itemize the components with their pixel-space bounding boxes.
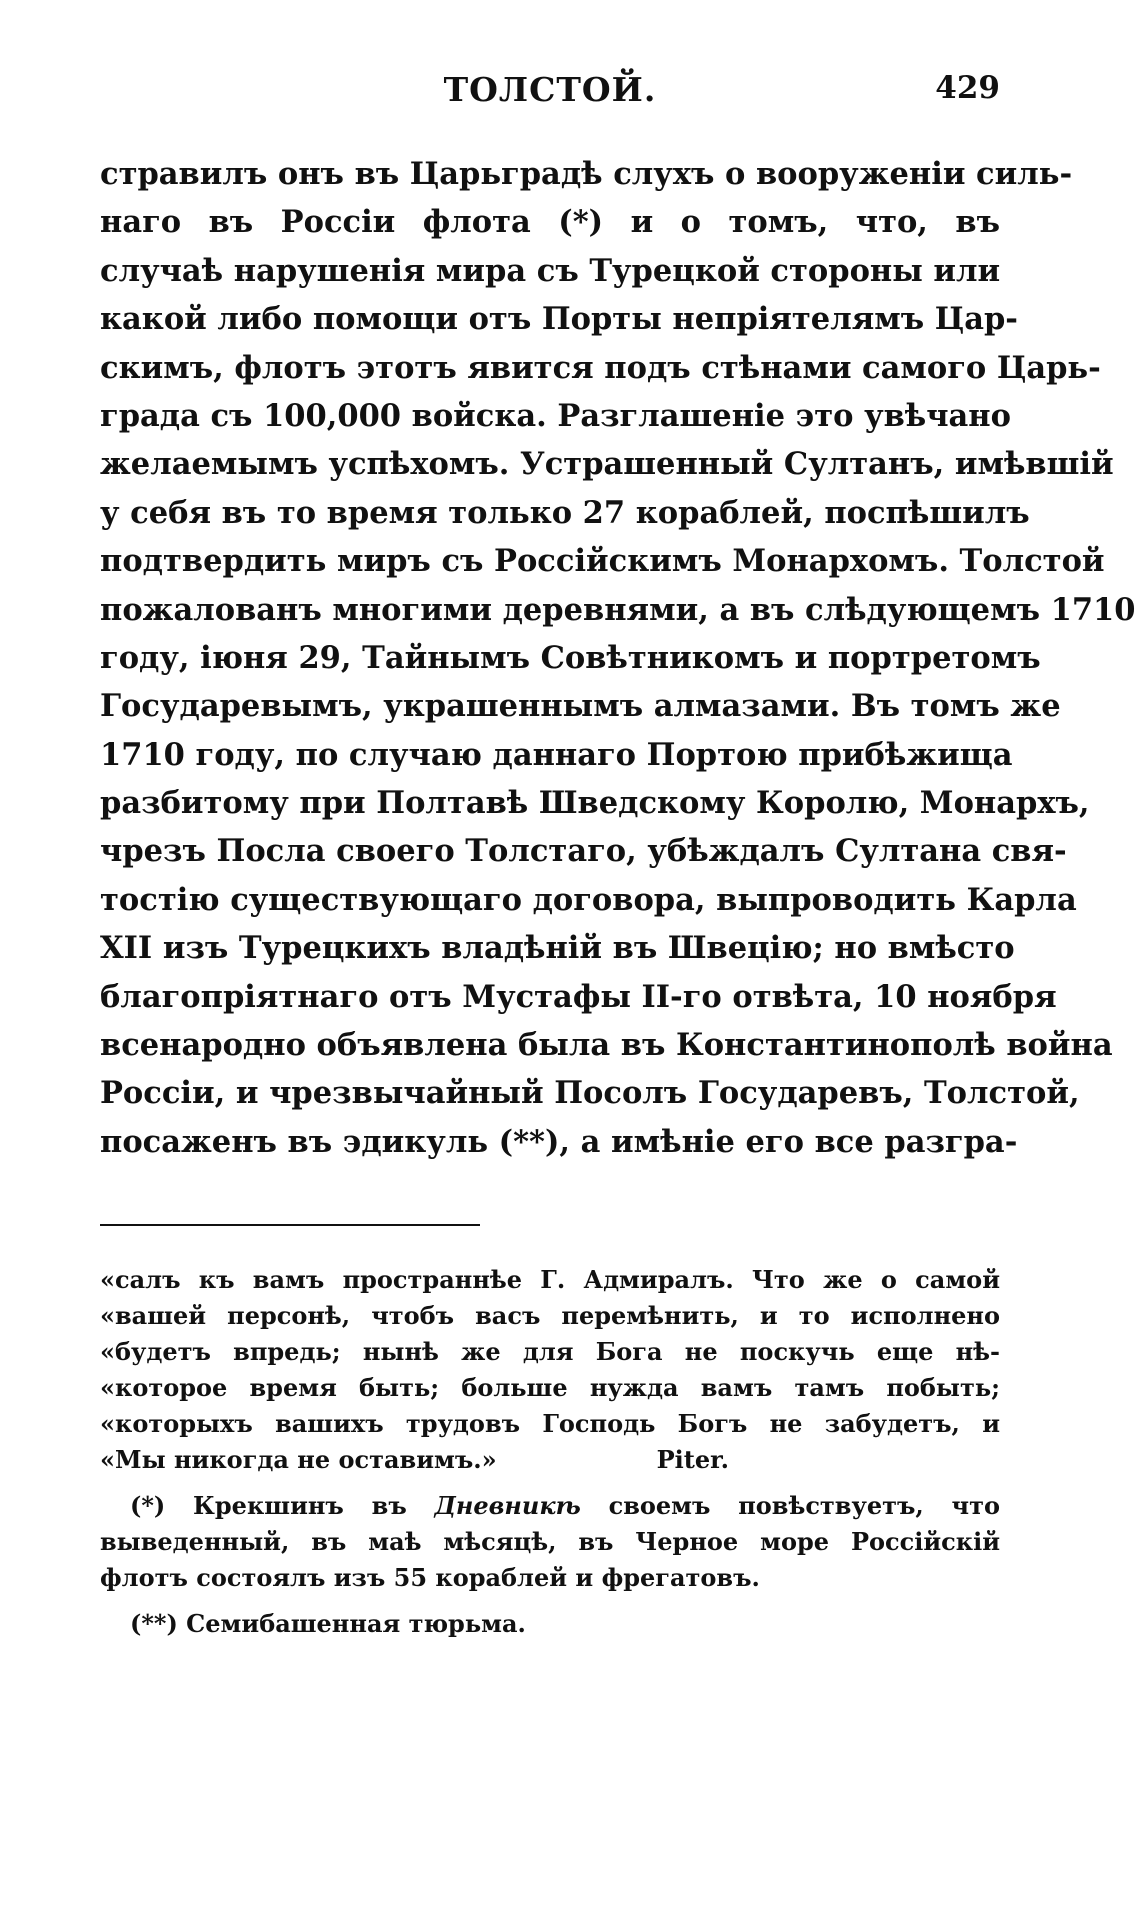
running-head — [100, 70, 1000, 120]
text-line: подтвердить миръ съ Россійскимъ Монархомъ. Толстой — [100, 543, 1105, 580]
footnote-1-suffix: своемъ повѣствуетъ, что — [608, 1491, 1000, 1520]
text-line: у себя въ то время только 27 кораблей, поспѣшилъ — [100, 494, 1030, 531]
footnote-1-line: выведенный, въ маѣ мѣсяцѣ, въ Черное море Россійскій — [100, 1527, 1000, 1556]
footnote-1-line: флотъ состоялъ изъ 55 кораблей и фрегатовъ. — [100, 1563, 760, 1592]
page-number: 429 — [935, 70, 1000, 106]
running-title: ТОЛСТОЙ. — [443, 70, 657, 109]
letter-line: «которое время быть; больше нужда вамъ тамъ побыть; — [100, 1373, 1000, 1402]
text-line: всенародно объявлена была въ Константинополѣ война — [100, 1027, 1113, 1064]
text-line: стравилъ онъ въ Царьградѣ слухъ о вооруженіи силь- — [100, 156, 1073, 192]
text-line: случаѣ нарушенія мира съ Турецкой стороны или — [100, 252, 1001, 289]
text-line: Государевымъ, украшеннымъ алмазами. Въ томъ же — [100, 688, 1061, 725]
text-line: какой либо помощи отъ Порты непріятелямъ Цар- — [100, 301, 1018, 338]
footnote-1-line — [100, 1488, 1000, 1524]
footnote-1-prefix: (*) Крекшинъ въ — [130, 1491, 407, 1520]
text-line: тостію существующаго договора, выпроводить Карла — [100, 881, 1077, 918]
text-line: пожалованъ многими деревнями, а въ слѣдующемъ 1710 — [100, 591, 1136, 628]
text-line: благопріятнаго отъ Мустафы II-го отвѣта, 10 ноября — [100, 978, 1057, 1015]
text-line: посаженъ въ эдикуль (**), а имѣніе его все разгра- — [100, 1123, 1018, 1160]
text-line: чрезъ Посла своего Толстаго, убѣждалъ Султана свя- — [100, 833, 1067, 870]
text-line: скимъ, флотъ этотъ явится подъ стѣнами самого Царь- — [100, 349, 1101, 386]
text-line: году, іюня 29, Тайнымъ Совѣтникомъ и портретомъ — [100, 639, 1041, 676]
letter-line: «будетъ впредь; нынѣ же для Бога не поскучь еще нѣ- — [100, 1337, 1000, 1366]
letter-closing-line — [100, 1442, 1000, 1478]
body-text — [100, 150, 1136, 1166]
text-line: 1710 году, по случаю даннаго Портою прибѣжища — [100, 736, 1013, 773]
letter-signature: Piter. — [656, 1445, 729, 1474]
footnotes — [100, 1262, 1000, 1642]
letter-line: «которыхъ вашихъ трудовъ Господь Богъ не забудетъ, и — [100, 1409, 1000, 1438]
text-line: града съ 100,000 войска. Разглашеніе это увѣчано — [100, 397, 1011, 434]
footnote-2: (**) Семибашенная тюрьма. — [130, 1609, 526, 1638]
text-line: желаемымъ успѣхомъ. Устрашенный Султанъ, имѣвшій — [100, 446, 1114, 483]
text-line: наго въ Россіи флота (*) и о томъ, что, въ — [100, 204, 1000, 241]
text-line: Россіи, и чрезвычайный Посолъ Государевъ, Толстой, — [100, 1075, 1080, 1112]
footnote-1-italic: Дневникѣ — [434, 1491, 581, 1520]
letter-line: «салъ къ вамъ пространнѣе Г. Адмиралъ. Что же о самой — [100, 1265, 1000, 1294]
footnote-separator — [100, 1224, 480, 1226]
letter-line: «вашей персонѣ, чтобъ васъ перемѣнить, и то исполнено — [100, 1301, 1000, 1330]
text-line: разбитому при Полтавѣ Шведскому Королю, Монархъ, — [100, 785, 1090, 822]
text-line: XII изъ Турецкихъ владѣній въ Швецію; но вмѣсто — [100, 930, 1015, 967]
letter-last-line: «Мы никогда не оставимъ.» — [100, 1445, 497, 1474]
